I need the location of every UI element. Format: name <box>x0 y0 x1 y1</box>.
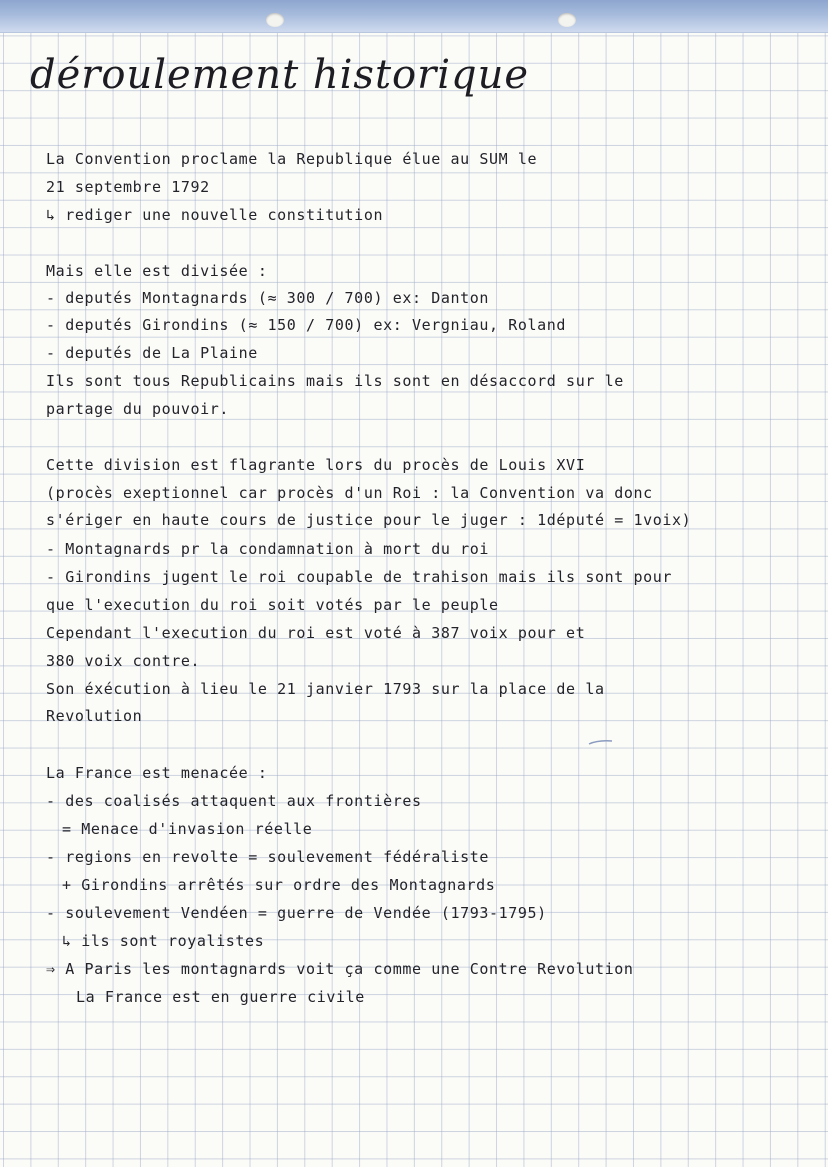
text-line: - soulevement Vendéen = guerre de Vendée (1793-1795) <box>46 904 547 922</box>
text-line: Revolution <box>46 707 143 725</box>
text-line: Son éxécution à lieu le 21 janvier 1793 sur la place de la <box>46 680 605 698</box>
text-line: - des coalisés attaquent aux frontières <box>46 792 422 810</box>
text-line: - regions en revolte = soulevement fédéraliste <box>46 848 490 866</box>
punch-hole <box>558 13 576 27</box>
text-line: - Montagnards pr la condamnation à mort du roi <box>46 540 490 558</box>
punch-hole <box>266 13 284 27</box>
text-line: La France est menacée : <box>46 764 268 782</box>
text-line: + Girondins arrêtés sur ordre des Montagnards <box>62 876 496 894</box>
text-line: - Girondins jugent le roi coupable de trahison mais ils sont pour <box>46 568 672 586</box>
text-line: = Menace d'invasion réelle <box>62 820 313 838</box>
text-line: 380 voix contre. <box>46 652 201 670</box>
pen-mark-icon <box>588 738 614 746</box>
text-line: ↳ ils sont royalistes <box>62 932 265 950</box>
text-line: - deputés de La Plaine <box>46 344 258 362</box>
text-line: Cette division est flagrante lors du procès de Louis XVI <box>46 456 586 474</box>
text-line: Ils sont tous Republicains mais ils sont en désaccord sur le <box>46 372 624 390</box>
text-line: La France est en guerre civile <box>76 988 365 1006</box>
text-line: que l'execution du roi soit votés par le peuple <box>46 596 499 614</box>
text-line: s'ériger en haute cours de justice pour le juger : 1député = 1voix) <box>46 511 692 529</box>
text-line: ⇒ A Paris les montagnards voit ça comme une Contre Revolution <box>46 960 634 978</box>
text-line: 21 septembre 1792 <box>46 178 210 196</box>
page-top-edge <box>0 0 828 33</box>
text-line: - deputés Girondins (≈ 150 / 700) ex: Vergniau, Roland <box>46 316 567 334</box>
text-line: Cependant l'execution du roi est voté à 387 voix pour et <box>46 624 586 642</box>
text-line: partage du pouvoir. <box>46 400 229 418</box>
text-line: Mais elle est divisée : <box>46 262 268 280</box>
text-line: La Convention proclame la Republique élue au SUM le <box>46 150 538 168</box>
page-title: déroulement historique <box>30 52 530 98</box>
text-line: ↳ rediger une nouvelle constitution <box>46 206 384 224</box>
text-line: (procès exeptionnel car procès d'un Roi : la Convention va donc <box>46 484 653 502</box>
text-line: - deputés Montagnards (≈ 300 / 700) ex: Danton <box>46 289 490 307</box>
